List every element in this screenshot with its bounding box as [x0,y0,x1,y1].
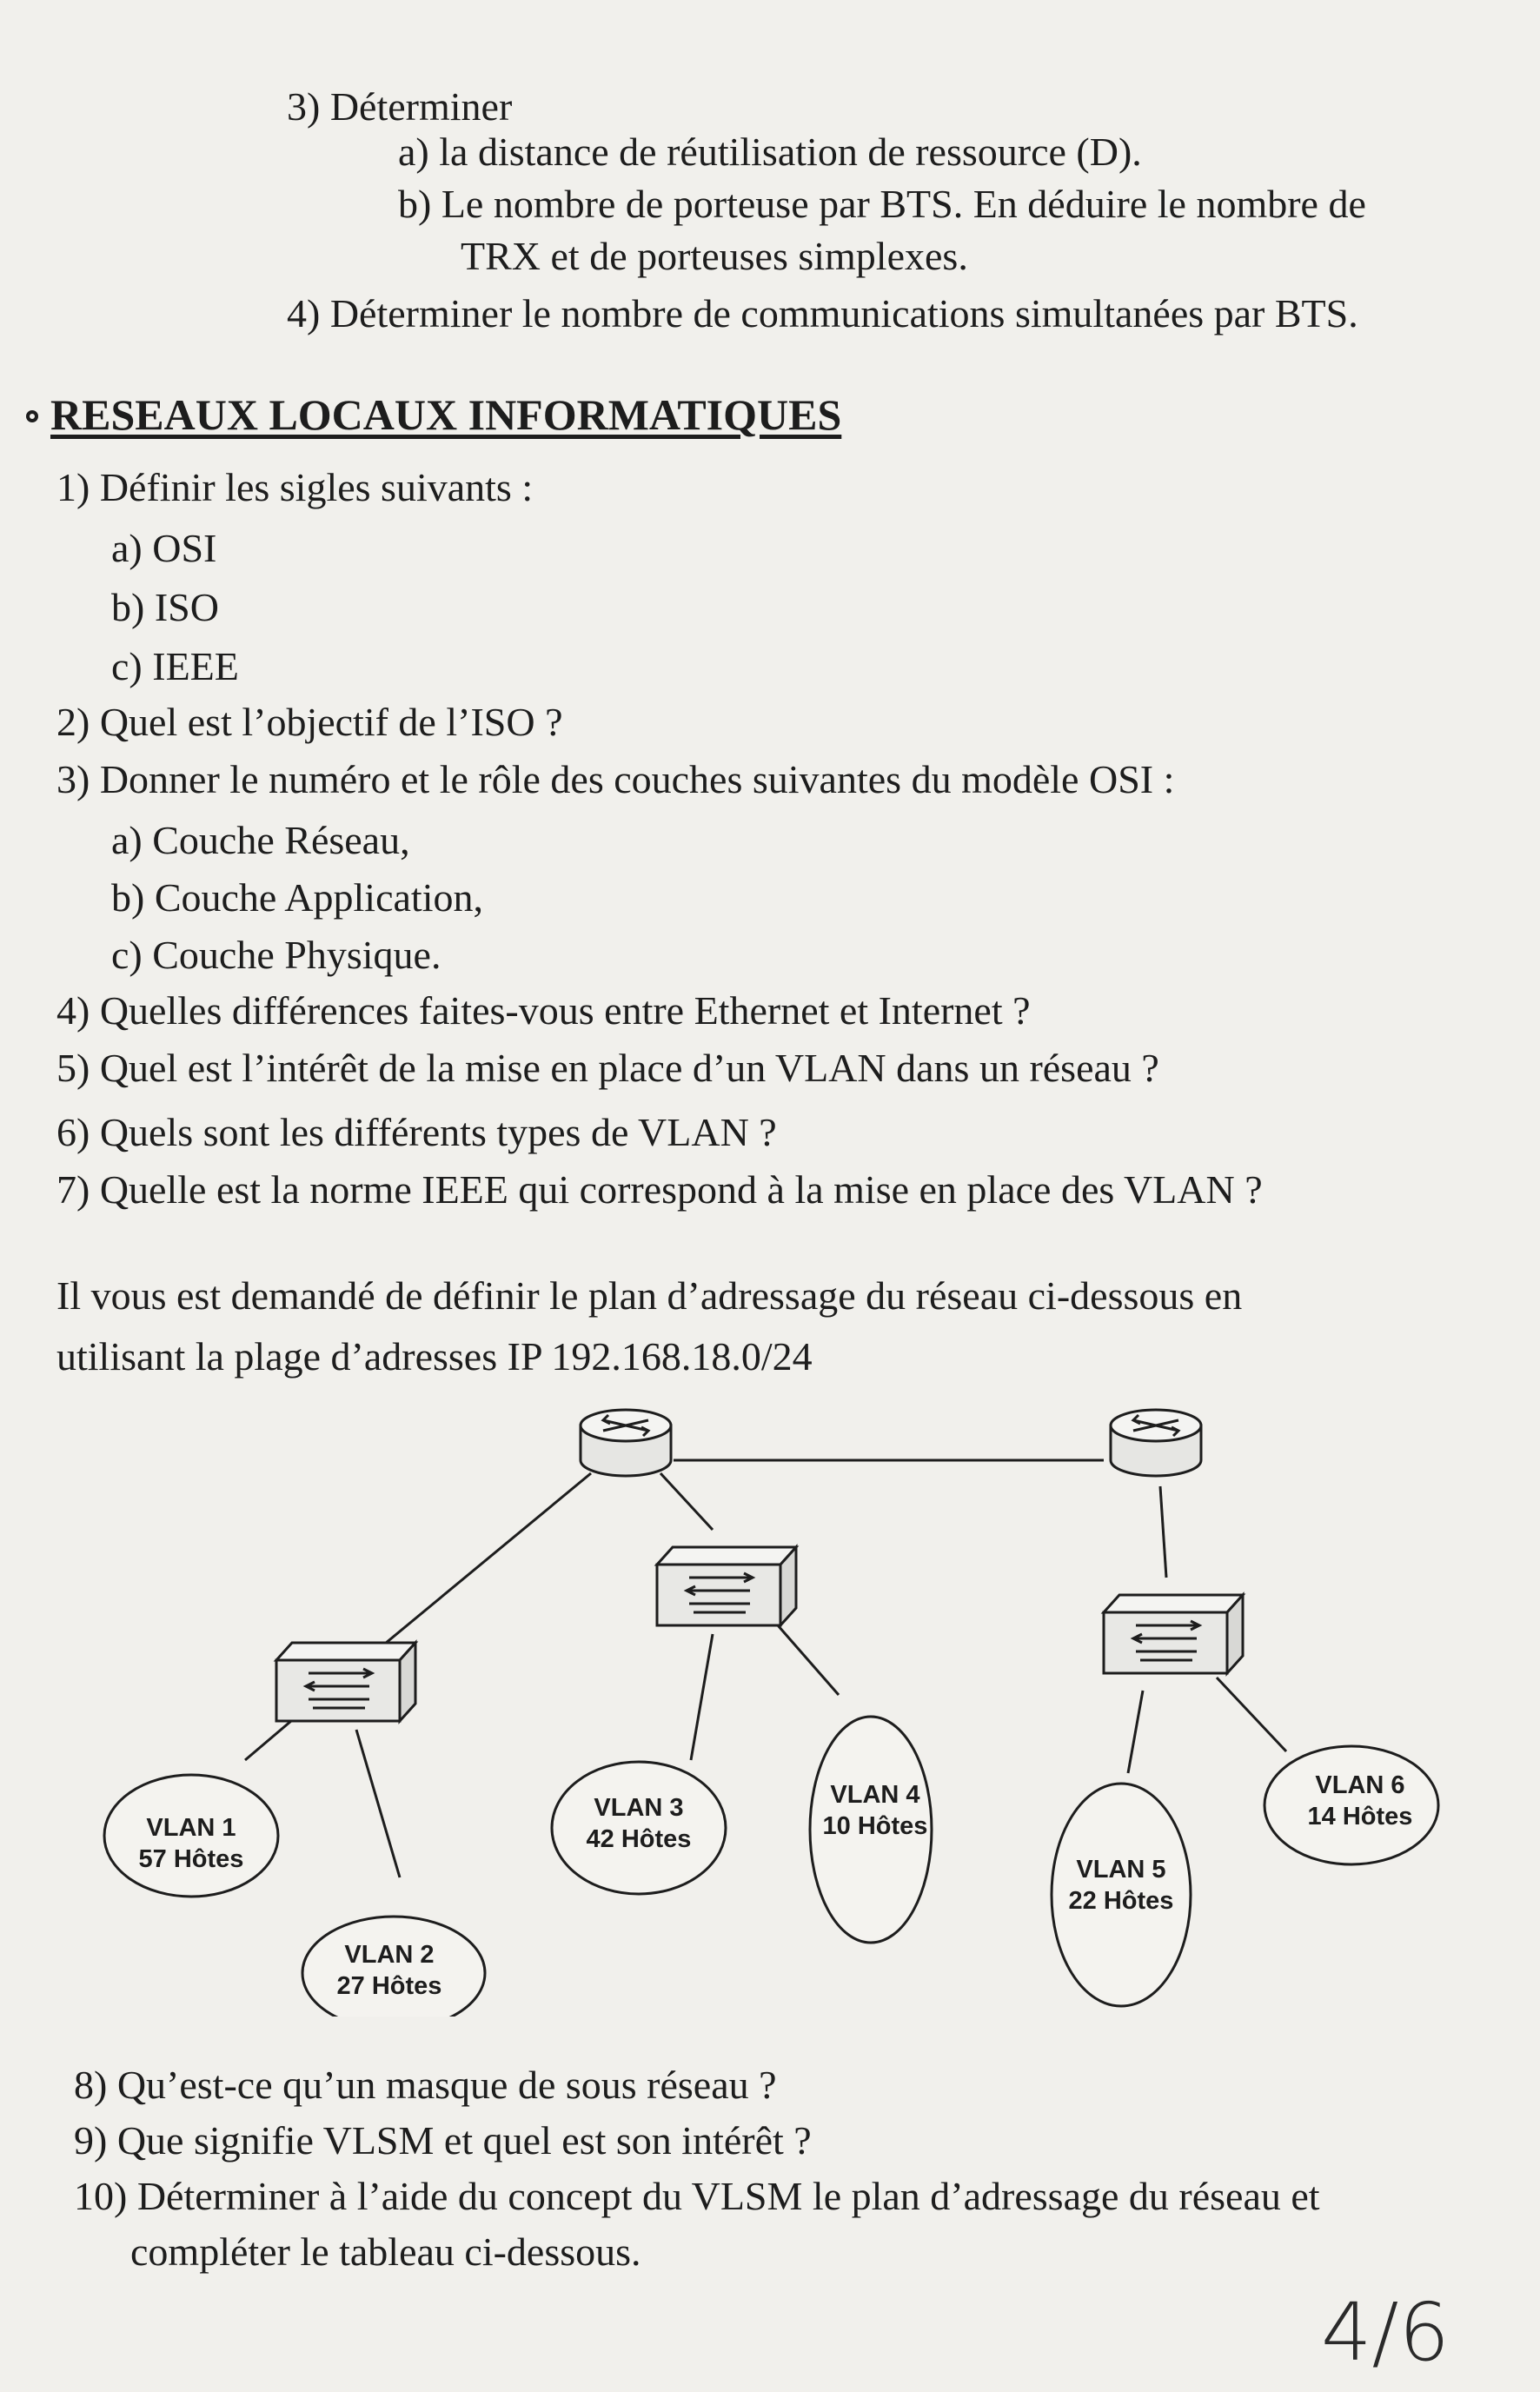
link-switch1-vlan1 [245,1721,291,1760]
question-10-continuation: compléter le tableau ci-dessous. [130,2229,641,2274]
question-item: 7) Quelle est la norme IEEE qui correspond à la mise en place des VLAN ? [56,1167,1263,1212]
vlan-5-hosts: 22 Hôtes [1068,1887,1174,1915]
question-item: 5) Quel est l’intérêt de la mise en place d’un VLAN dans un réseau ? [56,1046,1159,1090]
question-item: b) ISO [111,585,219,629]
question-item: c) Couche Physique. [111,933,441,977]
vlan-3-hosts: 42 Hôtes [586,1825,692,1853]
intro-line-2: utilisant la plage d’adresses IP 192.168.18.0/24 [56,1334,813,1379]
vlan-6-hosts: 14 Hôtes [1307,1803,1413,1831]
link-switch1-vlan2 [356,1730,400,1877]
question-item: a) OSI [111,526,217,570]
question-item: 10) Déterminer à l’aide du concept du VLSM le plan d’adressage du réseau et [74,2174,1320,2218]
question-item: c) IEEE [111,644,239,688]
switch-icon [657,1547,796,1625]
switch-icon [1104,1595,1243,1673]
question-item: 3) Donner le numéro et le rôle des couches suivantes du modèle OSI : [56,757,1175,801]
vlan-3-name: VLAN 3 [594,1794,684,1822]
router-icon [581,1410,671,1476]
link-switch2-vlan4 [778,1625,839,1695]
vlan-4-hosts: 10 Hôtes [822,1812,928,1840]
vlan-2-hosts: 27 Hôtes [336,1972,442,2000]
link-router2-switch3 [1160,1486,1166,1578]
vlan-6-name: VLAN 6 [1315,1771,1405,1799]
question-4-top: 4) Déterminer le nombre de communications simultanées par BTS. [287,291,1358,336]
question-item: b) Couche Application, [111,875,483,920]
link-switch2-vlan3 [691,1634,713,1760]
link-router1-switch1 [365,1473,591,1660]
vlan-1-name: VLAN 1 [146,1814,236,1842]
question-item: 4) Quelles différences faites-vous entre Ethernet et Internet ? [56,988,1031,1033]
network-diagram [0,1391,1540,2017]
question-item: 1) Définir les sigles suivants : [56,465,534,509]
vlan-2-name: VLAN 2 [344,1941,435,1969]
vlan-4-name: VLAN 4 [830,1781,920,1809]
switch-icon [276,1643,415,1721]
question-item: 9) Que signifie VLSM et quel est son intérêt ? [74,2118,812,2163]
question-3b-top: b) Le nombre de porteuse par BTS. En déduire le nombre de [398,182,1366,226]
link-switch3-vlan5 [1128,1691,1143,1773]
page-number: 4/6 [1321,2286,1450,2379]
question-item: a) Couche Réseau, [111,818,410,862]
vlan-1-hosts: 57 Hôtes [138,1845,244,1873]
question-item: 6) Quels sont les différents types de VLAN ? [56,1110,777,1154]
router-icon [1111,1410,1201,1476]
question-3b-continuation: TRX et de porteuses simplexes. [461,234,968,278]
link-switch3-vlan6 [1217,1678,1286,1751]
question-3a-top: a) la distance de réutilisation de ressource (D). [398,130,1142,174]
intro-line-1: Il vous est demandé de définir le plan d’adressage du réseau ci-dessous en [56,1273,1243,1318]
vlan-5-name: VLAN 5 [1076,1856,1166,1884]
question-3-top: 3) Déterminer [287,84,513,129]
section-title: RESEAUX LOCAUX INFORMATIQUES [50,390,842,439]
question-item: 8) Qu’est-ce qu’un masque de sous réseau ? [74,2063,777,2107]
question-item: 2) Quel est l’objectif de l’ISO ? [56,700,563,744]
bullet-icon [26,410,38,422]
link-router1-switch2 [660,1473,713,1530]
